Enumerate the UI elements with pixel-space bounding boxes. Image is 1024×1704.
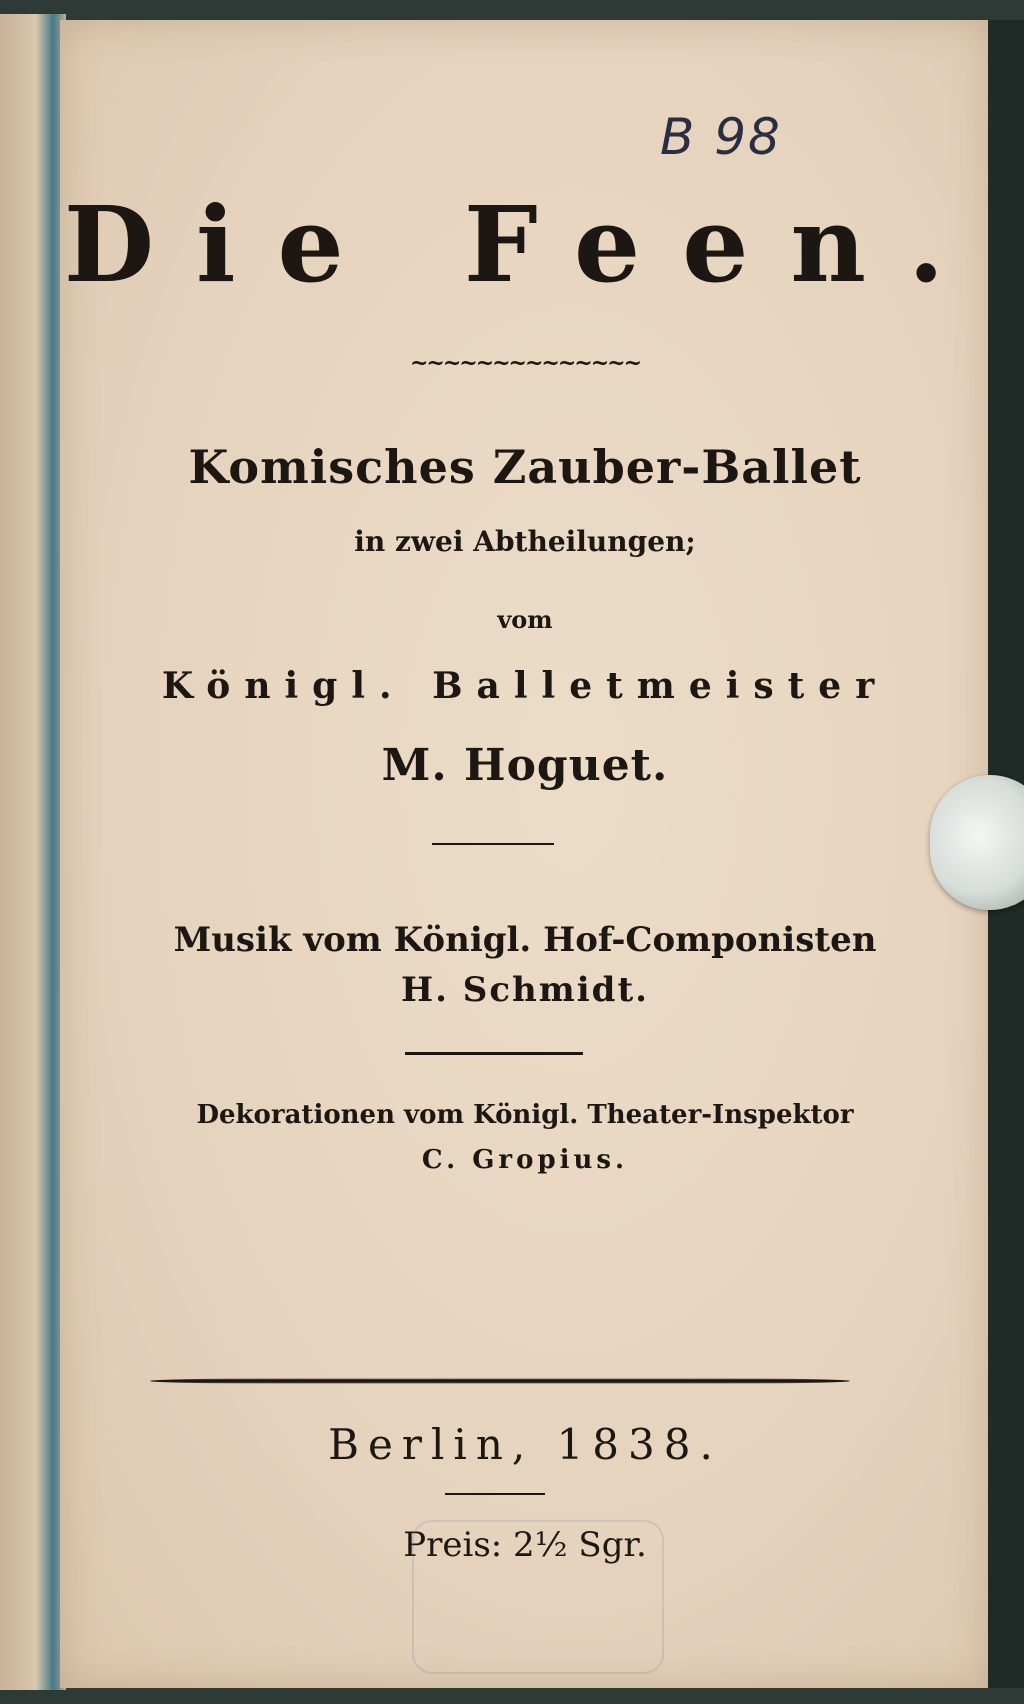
page-title: Die Feen. — [63, 183, 987, 306]
paper-clip — [930, 775, 1024, 910]
price: Preis: 2½ Sgr. — [403, 1525, 647, 1565]
place-and-year: Berlin, 1838. — [328, 1420, 722, 1469]
parts-line: in zwei Abtheilungen; — [354, 525, 696, 558]
book-spine — [0, 14, 66, 1690]
decorator-name: C. Gropius. — [421, 1145, 629, 1175]
by-line: vom — [497, 605, 553, 634]
music-credit: Musik vom Königl. Hof-Componisten — [173, 920, 877, 960]
faint-library-stamp — [412, 1520, 664, 1674]
divider-rule — [405, 1052, 583, 1055]
ornament-divider: ~~~~~~~~~~~~~~ — [409, 350, 641, 376]
composer-name: H. Schmidt. — [401, 970, 649, 1010]
author-title: Königl. Balletmeister — [161, 665, 889, 707]
author-name: M. Hoguet. — [381, 740, 669, 791]
decoration-credit: Dekorationen vom Königl. Theater-Inspektor — [196, 1100, 854, 1130]
long-divider-rule — [150, 1378, 850, 1384]
divider-rule — [445, 1493, 545, 1495]
divider-rule — [432, 843, 554, 845]
subtitle: Komisches Zauber-Ballet — [188, 440, 862, 494]
handwritten-shelfmark: B 98 — [660, 108, 782, 166]
